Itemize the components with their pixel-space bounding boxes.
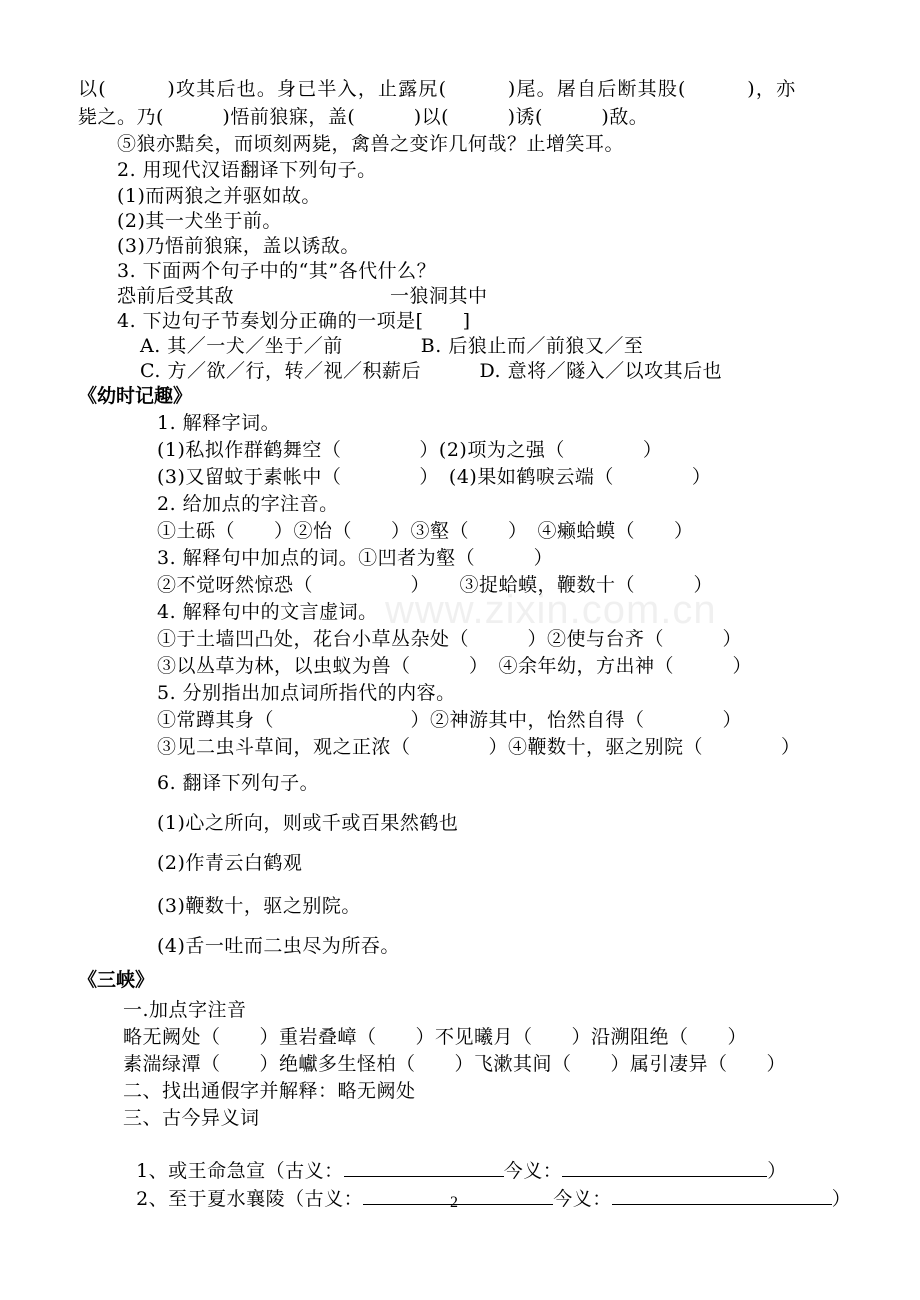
youshi-q3: 3. 解释句中加点的词。①凹者为壑（ ） <box>157 547 554 569</box>
wolf-q3: 3. 下面两个句子中的“其”各代什么？ <box>117 260 437 282</box>
youshi-q1-row1: (1)私拟作群鹤舞空（ ）(2)项为之强（ ） <box>157 439 663 461</box>
wolf-line-1: 以( )攻其后也。身已半入，止露尻( )尾。屠自后断其股( )，亦 <box>78 78 797 100</box>
youshi-q3-row: ②不觉呀然惊恐（ ） ③捉蛤蟆，鞭数十（ ） <box>157 574 714 596</box>
sanxia-q3: 三、古今异义词 <box>123 1107 260 1129</box>
sanxia-q2: 二、找出通假字并解释：略无阙处 <box>123 1080 416 1102</box>
wolf-line-2: 毙之。乃( )悟前狼寐，盖( )以( )诱( )敌。 <box>78 106 649 128</box>
sanxia-q3-item1-suffix: ） <box>767 1160 787 1182</box>
youshi-q5-row2: ③见二虫斗草间，观之正浓（ ）④鞭数十，驱之别院（ ） <box>157 736 801 758</box>
youshi-q6-1: (1)心之所向，则或千或百果然鹤也 <box>157 812 459 834</box>
youshi-q5-row1: ①常蹲其身（ ）②神游其中，怡然自得（ ） <box>157 709 743 731</box>
section-title-youshi: 《幼时记趣》 <box>78 385 193 407</box>
wolf-q2-3: (3)乃悟前狼寐，盖以诱敌。 <box>117 235 360 257</box>
answer-blank[interactable] <box>363 1186 553 1205</box>
youshi-q6-3: (3)鞭数十，驱之别院。 <box>157 895 361 917</box>
wolf-q3-sentences: 恐前后受其敌 一狼洞其中 <box>117 285 488 307</box>
sanxia-q3-item2 <box>123 1160 851 1212</box>
youshi-q1: 1. 解释字词。 <box>157 412 281 434</box>
wolf-q4: 4. 下边句子节奏划分正确的一项是[ ] <box>117 310 471 332</box>
sanxia-q1-row1: 略无阙处（ ）重岩叠嶂（ ）不见曦月（ ）沿溯阻绝（ ） <box>123 1026 748 1048</box>
youshi-q1-row2: (3)又留蚊于素帐中（ ） (4)果如鹤唳云端（ ） <box>157 466 712 488</box>
youshi-q4-row1: ①于土墙凹凸处，花台小草丛杂处（ ）②使与台齐（ ） <box>157 628 743 650</box>
youshi-q2: 2. 给加点的字注音。 <box>157 493 339 515</box>
wolf-line-3: ⑤狼亦黠矣，而顷刻两毙，禽兽之变诈几何哉？止增笑耳。 <box>117 133 625 155</box>
wolf-q2: 2. 用现代汉语翻译下列句子。 <box>117 159 377 181</box>
sanxia-q3-item2-mid: 今义： <box>553 1188 612 1210</box>
youshi-q4: 4. 解释句中的文言虚词。 <box>157 601 378 623</box>
youshi-q2-row: ①土砾（ ）②怡（ ）③壑（ ） ④癞蛤蟆（ ） <box>157 520 694 542</box>
answer-blank[interactable] <box>612 1186 832 1205</box>
youshi-q6-4: (4)舌一吐而二虫尽为所吞。 <box>157 935 400 957</box>
watermark: www.zixin.com.cn <box>385 588 717 632</box>
sanxia-q3-item1-mid: 今义： <box>503 1160 563 1182</box>
youshi-q4-row2: ③以丛草为林，以虫蚁为兽（ ） ④余年幼，方出神（ ） <box>157 655 753 677</box>
sanxia-q3-item2-suffix: ） <box>831 1188 852 1210</box>
wolf-q4-options-cd: C. 方／欲／行，转／视／积薪后 D. 意将／隧入／以攻其后也 <box>140 360 723 382</box>
wolf-q2-1: (1)而两狼之并驱如故。 <box>117 185 321 207</box>
sanxia-q1-row2: 素湍绿潭（ ）绝巘多生怪柏（ ）飞漱其间（ ）属引凄异（ ） <box>123 1053 787 1075</box>
sanxia-q3-item2-prefix: 2、至于夏水襄陵（古义： <box>136 1188 364 1210</box>
sanxia-q3-item1-prefix: 1、或王命急宣（古义： <box>136 1160 344 1182</box>
page-number: 2 <box>450 1194 458 1211</box>
sanxia-q1: 一.加点字注音 <box>123 999 247 1021</box>
youshi-q5: 5. 分别指出加点词所指代的内容。 <box>157 682 456 704</box>
wolf-q4-options-ab: A. 其／一犬／坐于／前 B. 后狼止而／前狼又／至 <box>140 335 644 357</box>
youshi-q6-2: (2)作青云白鹤观 <box>157 852 303 874</box>
youshi-q6: 6. 翻译下列句子。 <box>157 772 320 794</box>
section-title-sanxia: 《三峡》 <box>78 969 155 991</box>
wolf-q2-2: (2)其一犬坐于前。 <box>117 210 282 232</box>
